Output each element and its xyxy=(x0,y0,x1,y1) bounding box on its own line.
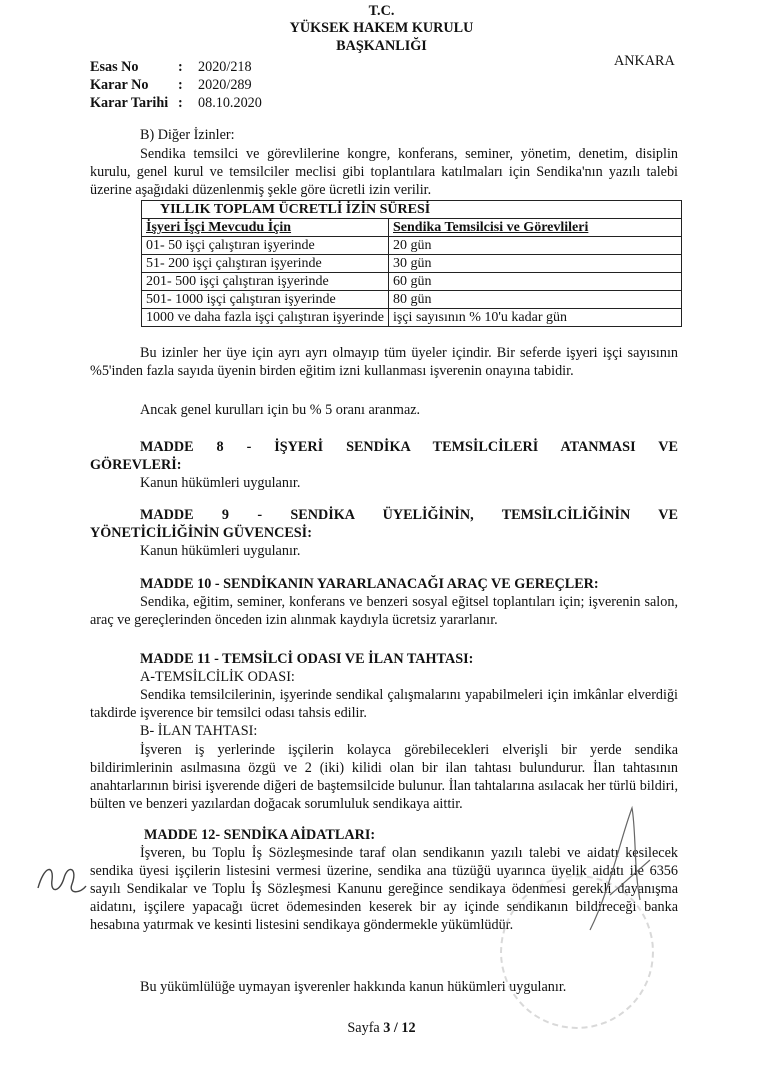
handwritten-signature-right xyxy=(580,800,660,940)
page-separator: / xyxy=(393,1020,398,1036)
madde-11-b-text: İşveren iş yerlerinde işçilerin kolayca görebilecekleri elverişli bir yerde sendika bildirimlerinin asılmasına özgü ve 2 (iki) kilidi olan bir ilan tahtası bulundurur. İlan tahtasının anahtarlarının birisi işverende diğeri de baştemsilcide bulunur. İlan tahtalarına asılacak her türlü bildiri, bülten ve benzeri yazılardan doğacak sorumluluk sendikaya aittir. xyxy=(90,742,678,812)
madde-10-heading: MADDE 10 - SENDİKANIN YARARLANACAĞI ARAÇ VE GEREÇLER: xyxy=(140,576,599,592)
meta-tarih-label: Karar Tarihi xyxy=(90,95,169,111)
city-label: ANKARA xyxy=(614,53,675,69)
madde-11-a-text: Sendika temsilcilerinin, işyerinde sendikal çalışmalarını yapabilmeleri için imkânlar elverdiği takdirde işverence bir temsilci odası tahsis edilir. xyxy=(90,687,678,721)
table-row xyxy=(142,273,682,291)
table-row xyxy=(142,309,682,327)
madde-11-sub-a: A-TEMSİLCİLİK ODASI: xyxy=(140,669,295,685)
meta-esas-label: Esas No xyxy=(90,59,139,75)
page-label: Sayfa xyxy=(347,1020,380,1036)
madde-11-sub-b: B- İLAN TAHTASI: xyxy=(140,723,258,739)
meta-tarih xyxy=(90,94,262,112)
section-b-paragraph xyxy=(90,145,678,199)
page-current: 3 xyxy=(383,1020,391,1036)
header-tc: T.C. xyxy=(368,3,395,19)
madde-12-text: İşveren, bu Toplu İş Sözleşmesinde taraf olan sendikanın yazılı talebi ve aidatı kesilecek sendika üyesi işçilerin listesini vermesi üzerine, sendika ana tüzüğü uyarınca üyelik aidatı ile 6356 sayılı Sendikalar ve Toplu İş Sözleşmesi Kanunu gereğince sendikaya ödenmesi gerekli dayanışma aidatını, işçilere yapacağı ücret ödemesinden keserek bir ay içinde sendikanın bildireceği banka hesabına yatırmak ve kesinti listesini sendikaya göndermekle yükümlüdür. xyxy=(90,845,678,933)
table-cell: işçi sayısının % 10'u kadar gün xyxy=(389,309,682,327)
meta-tarih-value: 08.10.2020 xyxy=(198,95,262,111)
meta-colon: : xyxy=(178,59,183,75)
madde-11-a-paragraph xyxy=(90,686,678,722)
meta-colon: : xyxy=(178,95,183,111)
table-cell: 80 gün xyxy=(389,291,682,309)
table-row xyxy=(142,237,682,255)
madde-9-heading: MADDE 9 - SENDİKA ÜYELİĞİNİN, TEMSİLCİLİĞİNİN VE xyxy=(140,507,678,523)
page-total: 12 xyxy=(401,1020,416,1036)
section-b-title: B) Diğer İzinler: xyxy=(140,127,235,143)
table-cell: 51- 200 işçi çalıştıran işyerinde xyxy=(142,255,389,273)
madde-10-paragraph xyxy=(90,593,678,629)
leave-table-col2: Sendika Temsilcisi ve Görevlileri xyxy=(389,219,682,237)
header-presidency: BAŞKANLIĞI xyxy=(336,38,427,54)
table-cell: 60 gün xyxy=(389,273,682,291)
madde-9-text: Kanun hükümleri uygulanır. xyxy=(140,543,301,559)
madde-9-heading-cont: YÖNETİCİLİĞİNİN GÜVENCESİ: xyxy=(90,525,312,541)
table-row xyxy=(142,255,682,273)
table-cell: 30 gün xyxy=(389,255,682,273)
meta-colon: : xyxy=(178,77,183,93)
meta-karar-label: Karar No xyxy=(90,77,149,93)
leave-table xyxy=(141,200,682,327)
madde-8-heading: MADDE 8 - İŞYERİ SENDİKA TEMSİLCİLERİ ATANMASI VE xyxy=(140,439,678,455)
madde-10-text: Sendika, eğitim, seminer, konferans ve benzeri sosyal eğitsel toplantıları için; işverenin salon, araç ve gereçlerinden önceden izin alınmak kaydıyla ücretsiz yararlanır. xyxy=(90,594,678,628)
meta-karar xyxy=(90,76,252,94)
handwritten-signature-left xyxy=(30,858,90,903)
table-cell: 20 gün xyxy=(389,237,682,255)
meta-esas-value: 2020/218 xyxy=(198,59,252,75)
meta-karar-value: 2020/289 xyxy=(198,77,252,93)
after-table-text-2: Ancak genel kurulları için bu % 5 oranı aranmaz. xyxy=(140,402,421,418)
table-cell: 1000 ve daha fazla işçi çalıştıran işyerinde xyxy=(142,309,389,327)
after-table-text-1: Bu izinler her üye için ayrı ayrı olmayıp tüm üyeler içindir. Bir seferde işyeri işçi sayısının %5'inden fazla sayıda üyenin birden eğitim izni kullanması işverenin onayına tabidir. xyxy=(90,345,678,379)
madde-12-text-2: Bu yükümlülüğe uymayan işverenler hakkında kanun hükümleri uygulanır. xyxy=(140,979,567,995)
madde-8-text: Kanun hükümleri uygulanır. xyxy=(140,475,301,491)
leave-table-title: YILLIK TOPLAM ÜCRETLİ İZİN SÜRESİ xyxy=(142,201,682,219)
table-cell: 501- 1000 işçi çalıştıran işyerinde xyxy=(142,291,389,309)
meta-esas xyxy=(90,58,252,76)
madde-11-heading: MADDE 11 - TEMSİLCİ ODASI VE İLAN TAHTASI: xyxy=(140,651,474,667)
header-institution: YÜKSEK HAKEM KURULU xyxy=(289,20,474,36)
table-row xyxy=(142,291,682,309)
table-cell: 01- 50 işçi çalıştıran işyerinde xyxy=(142,237,389,255)
madde-8-heading-cont: GÖREVLERİ: xyxy=(90,457,182,473)
section-b-text: Sendika temsilci ve görevlilerine kongre, konferans, seminer, yönetim, denetim, disiplin kurulu, genel kurul ve temsilciler meclisi gibi toplantılara katılmaları için Sendika'nın yazılı talebi üzerine aşağıdaki düzenlenmiş şekle göre ücretli izin verilir. xyxy=(90,146,678,198)
page-number xyxy=(0,1019,763,1037)
after-table-paragraph xyxy=(90,344,678,380)
madde-12-heading: MADDE 12- SENDİKA AİDATLARI: xyxy=(144,827,376,843)
table-cell: 201- 500 işçi çalıştıran işyerinde xyxy=(142,273,389,291)
leave-table-col1: İşyeri İşçi Mevcudu İçin xyxy=(142,219,389,237)
